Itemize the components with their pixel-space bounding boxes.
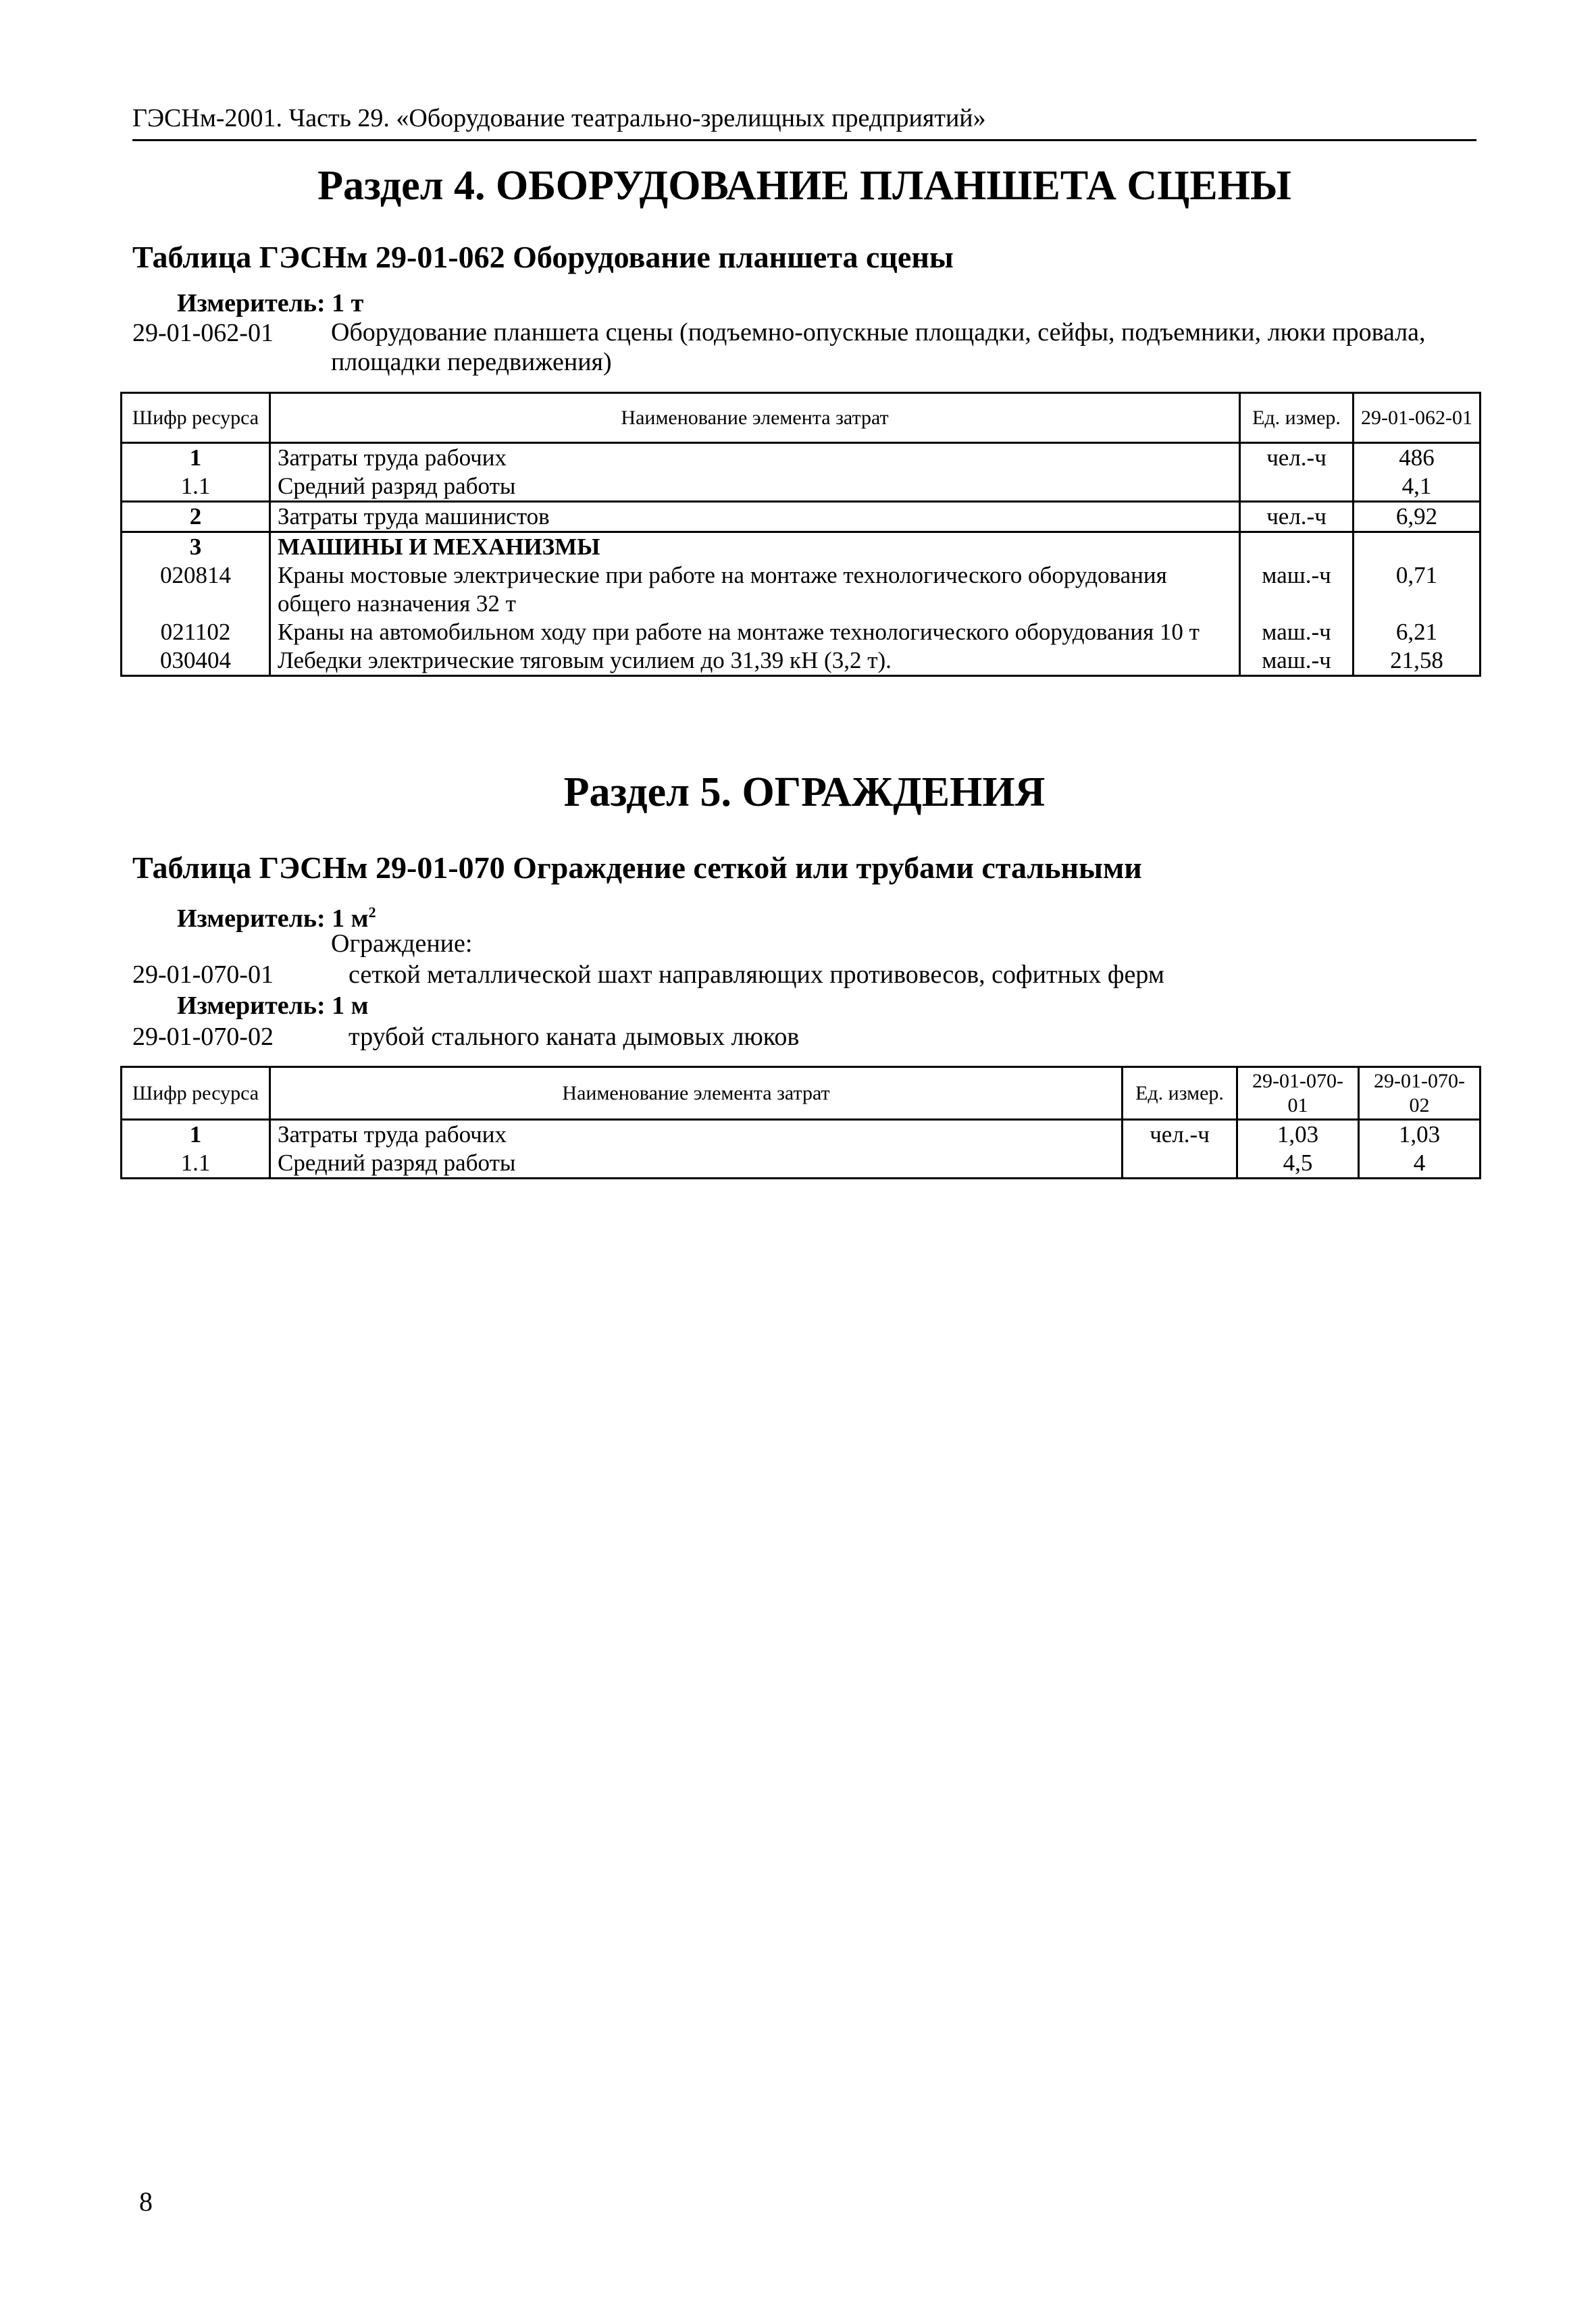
- group-label: Ограждение:: [331, 929, 473, 958]
- section-4-title: Раздел 4. ОБОРУДОВАНИЕ ПЛАНШЕТА СЦЕНЫ: [317, 163, 1291, 209]
- cell-code: 1: [122, 1120, 270, 1150]
- cell-code: 030404: [122, 646, 270, 676]
- cell-code: 020814: [122, 561, 270, 618]
- table-row: [122, 1149, 1481, 1179]
- measure-label-1: Измеритель: 1 $м^2$: [177, 904, 376, 933]
- cell-value: 4,1: [1354, 472, 1481, 502]
- cell-name: Краны мостовые электрические при работе на монтаже технологического оборудования общего назначения 32 т: [270, 561, 1240, 618]
- running-header: ГЭСНм-2001. Часть 29. «Оборудование театрально-зрелищных предприятий»: [132, 104, 986, 132]
- measure-label: Измеритель: 1 т: [177, 289, 364, 317]
- item-description-1: сеткой металлической шахт направляющих противовесов, софитных ферм: [349, 960, 1164, 989]
- item-code: 29-01-062-01: [132, 319, 274, 347]
- cell-unit: чел.-ч: [1123, 1120, 1237, 1150]
- item-description-2: трубой стального каната дымовых люков: [349, 1023, 800, 1051]
- item-description: Оборудование планшета сцены (подъемно-опускные площадки, сейфы, подъемники, люки провала, площадки передвижения): [331, 318, 1426, 376]
- cell-value-2: 4: [1359, 1149, 1481, 1179]
- cell-value: 486: [1354, 443, 1481, 473]
- table-row: [122, 472, 1481, 502]
- table-row: [122, 443, 1481, 473]
- cell-code: 1.1: [122, 472, 270, 502]
- cell-code: 2: [122, 502, 270, 532]
- cell-name: Лебедки электрические тяговым усилием до 31,39 кН (3,2 т).: [270, 646, 1240, 676]
- cell-code: 1.1: [122, 1149, 270, 1179]
- cell-unit: маш.-ч: [1240, 561, 1354, 618]
- header-value-1: 29-01-070-01: [1237, 1067, 1359, 1120]
- table-row: [122, 561, 1481, 618]
- cell-unit: [1240, 532, 1354, 562]
- header-code: Шифр ресурса: [122, 1067, 270, 1120]
- cell-name: Затраты труда машинистов: [270, 502, 1240, 532]
- cell-value-1: 1,03: [1237, 1120, 1359, 1150]
- header-rule: [132, 139, 1476, 141]
- cell-name: Средний разряд работы: [270, 1149, 1123, 1179]
- table-29-01-070-title: Таблица ГЭСНм 29-01-070 Ограждение сеткой или трубами стальными: [132, 850, 1142, 885]
- cell-unit: чел.-ч: [1240, 502, 1354, 532]
- resource-table-070: [120, 1066, 1481, 1179]
- header-code: Шифр ресурса: [122, 393, 270, 443]
- cell-unit: [1123, 1149, 1237, 1179]
- measure-label-2: Измеритель: 1 м: [177, 992, 369, 1020]
- cell-value: 21,58: [1354, 646, 1481, 676]
- cell-value: 6,92: [1354, 502, 1481, 532]
- cell-name: Затраты труда рабочих: [270, 1120, 1123, 1150]
- header-unit: Ед. измер.: [1123, 1067, 1237, 1120]
- page-number: 8: [139, 2186, 153, 2217]
- table-row: [122, 502, 1481, 532]
- cell-unit: маш.-ч: [1240, 618, 1354, 646]
- cell-name: Средний разряд работы: [270, 472, 1240, 502]
- item-code-1: 29-01-070-01: [132, 960, 274, 989]
- section-5-title: Раздел 5. ОГРАЖДЕНИЯ: [563, 769, 1046, 815]
- header-value: 29-01-062-01: [1354, 393, 1481, 443]
- cell-code: 3: [122, 532, 270, 562]
- cell-unit: маш.-ч: [1240, 646, 1354, 676]
- table-row: [122, 618, 1481, 646]
- cell-value-1: 4,5: [1237, 1149, 1359, 1179]
- cell-name: Краны на автомобильном ходу при работе на монтаже технологического оборудования 10 т: [270, 618, 1240, 646]
- cell-name: Затраты труда рабочих: [270, 443, 1240, 473]
- item-code-2: 29-01-070-02: [132, 1023, 274, 1051]
- header-name: Наименование элемента затрат: [270, 1067, 1123, 1120]
- cell-code: 021102: [122, 618, 270, 646]
- cell-name: МАШИНЫ И МЕХАНИЗМЫ: [270, 532, 1240, 562]
- cell-value: [1354, 532, 1481, 562]
- cell-value: 6,21: [1354, 618, 1481, 646]
- header-unit: Ед. измер.: [1240, 393, 1354, 443]
- cell-value: 0,71: [1354, 561, 1481, 618]
- header-value-2: 29-01-070-02: [1359, 1067, 1481, 1120]
- table-row: [122, 1120, 1481, 1150]
- table-row: [122, 532, 1481, 562]
- cell-code: 1: [122, 443, 270, 473]
- table-29-01-062-title: Таблица ГЭСНм 29-01-062 Оборудование планшета сцены: [132, 240, 954, 274]
- resource-table-062: [120, 392, 1481, 677]
- cell-value-2: 1,03: [1359, 1120, 1481, 1150]
- header-name: Наименование элемента затрат: [270, 393, 1240, 443]
- cell-unit: чел.-ч: [1240, 443, 1354, 473]
- table-row: [122, 646, 1481, 676]
- cell-unit: [1240, 472, 1354, 502]
